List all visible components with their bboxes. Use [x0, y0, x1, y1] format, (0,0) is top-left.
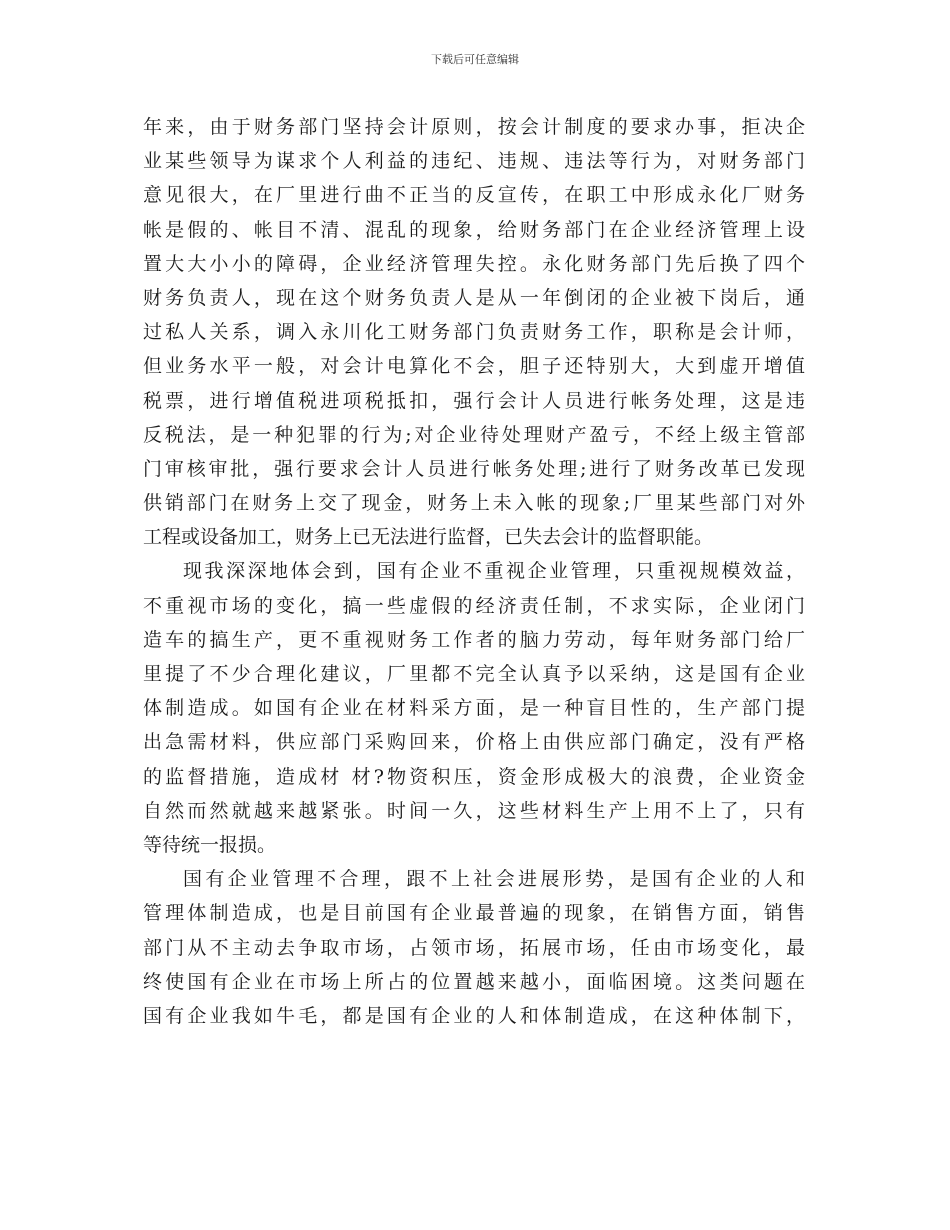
- text-line: 供销部门在财务上交了现金，财务上未入帐的现象;厂里某些部门对外: [143, 492, 805, 515]
- paragraph-1: [143, 110, 805, 554]
- text-line: 工程或设备加工，财务上已无法进行监督，已失去会计的监督职能。: [143, 526, 714, 549]
- text-line: 门审核审批，强行要求会计人员进行帐务处理;进行了财务改革已发现: [143, 457, 805, 480]
- text-line: 的监督措施，造成材 材?物资积压，资金形成极大的浪费，企业资金: [143, 765, 805, 788]
- text-line: 国有企业我如牛毛，都是国有企业的人和体制造成，在这种体制下，: [143, 1004, 805, 1027]
- text-line: 终使国有企业在市场上所占的位置越来越小，面临困境。这类问题在: [143, 970, 805, 993]
- text-line: 现我深深地体会到，国有企业不重视企业管理，只重视规模效益，: [183, 560, 805, 583]
- text-line: 但业务水平一般，对会计电算化不会，胆子还特别大，大到虚开增值: [143, 355, 805, 378]
- text-line: 过私人关系，调入永川化工财务部门负责财务工作，职称是会计师，: [143, 321, 805, 344]
- paragraph-3: [143, 862, 805, 1033]
- text-line: 管理体制造成，也是目前国有企业最普遍的现象，在销售方面，销售: [143, 902, 805, 925]
- paragraph-2: [143, 554, 805, 862]
- text-line: 自然而然就越来越紧张。时间一久，这些材料生产上用不上了，只有: [143, 799, 805, 822]
- document-body: [143, 110, 805, 1033]
- text-line: 出急需材料，供应部门采购回来，价格上由供应部门确定，没有严格: [143, 731, 805, 754]
- text-line: 帐是假的、帐目不清、混乱的现象，给财务部门在企业经济管理上设: [143, 218, 805, 241]
- text-line: 财务负责人，现在这个财务负责人是从一年倒闭的企业被下岗后，通: [143, 286, 805, 309]
- text-line: 等待统一报损。: [143, 833, 277, 856]
- text-line: 体制造成。如国有企业在材料采方面，是一种盲目性的，生产部门提: [143, 697, 805, 720]
- text-line: 部门从不主动去争取市场，占领市场，拓展市场，任由市场变化，最: [143, 936, 805, 959]
- text-line: 造车的搞生产，更不重视财务工作者的脑力劳动，每年财务部门给厂: [143, 628, 805, 651]
- text-line: 意见很大，在厂里进行曲不正当的反宣传，在职工中形成永化厂财务: [143, 184, 805, 207]
- text-line: 里提了不少合理化建议，厂里都不完全认真予以采纳，这是国有企业: [143, 663, 805, 685]
- text-line: 年来，由于财务部门坚持会计原则，按会计制度的要求办事，拒决企: [143, 116, 805, 138]
- text-line: 业某些领导为谋求个人利益的违纪、违规、违法等行为，对财务部门: [143, 150, 805, 173]
- text-line: 置大大小小的障碍，企业经济管理失控。永化财务部门先后换了四个: [143, 252, 805, 275]
- text-line: 不重视市场的变化，搞一些虚假的经济责任制，不求实际，企业闭门: [143, 594, 805, 617]
- text-line: 国有企业管理不合理，跟不上社会进展形势，是国有企业的人和: [183, 868, 805, 891]
- text-line: 税票，进行增值税进项税抵扣，强行会计人员进行帐务处理，这是违: [143, 389, 805, 412]
- page-header: 下载后可任意编辑: [431, 53, 519, 66]
- text-line: 反税法，是一种犯罪的行为;对企业待处理财产盈亏，不经上级主管部: [143, 423, 805, 446]
